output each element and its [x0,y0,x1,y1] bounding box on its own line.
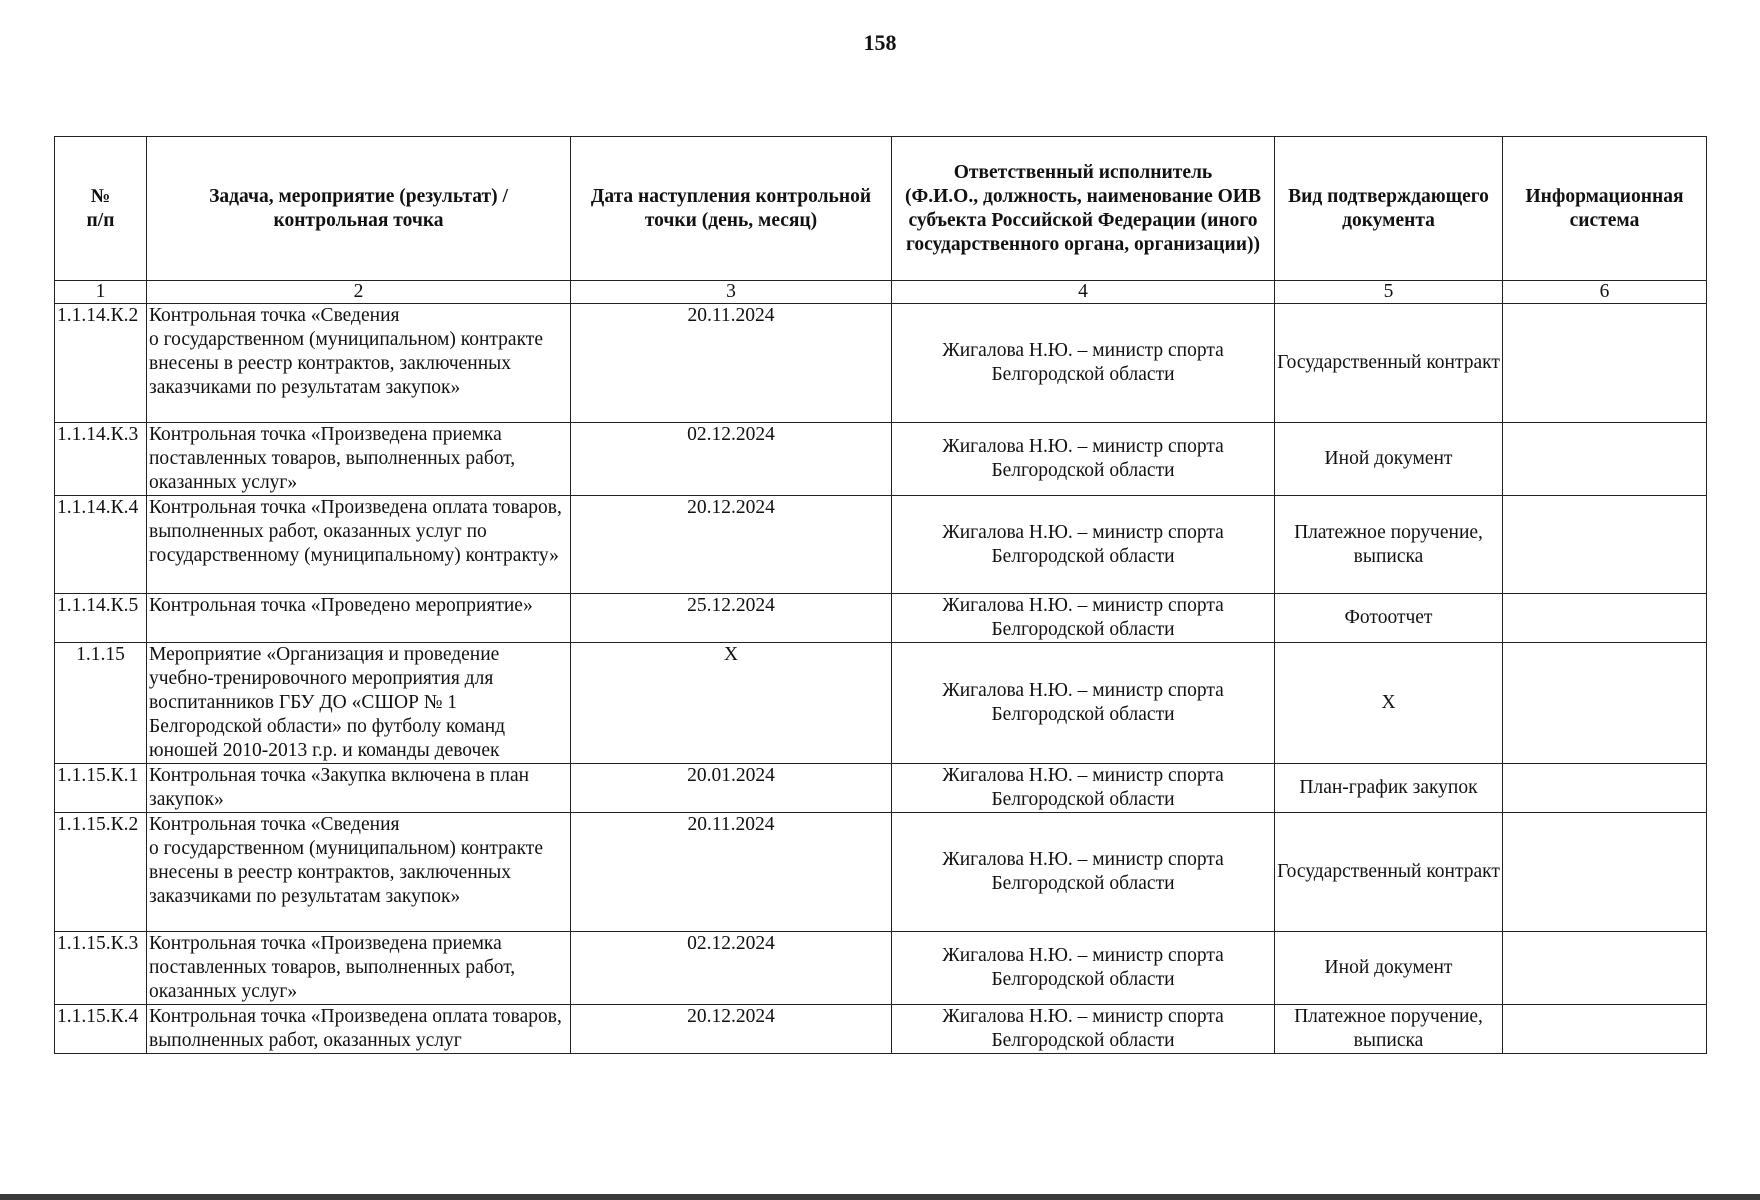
row-executor: Жигалова Н.Ю. – министр спорта Белгородской области [892,1005,1275,1054]
row-number: 1.1.15 [55,643,147,764]
row-number: 1.1.15.К.4 [55,1005,147,1054]
header-information-system: Информационная система [1503,137,1707,281]
row-information-system [1503,496,1707,594]
row-task: Контрольная точка «Проведено мероприятие» [147,594,571,643]
table-row [55,423,1707,496]
row-number: 1.1.14.К.3 [55,423,147,496]
scan-edge-shadow [0,1194,1760,1200]
row-task: Контрольная точка «Сведения о государственном (муниципальном) контракте внесены в реестр контрактов, заключенных заказчиками по результатам закупок» [147,813,571,932]
row-task: Контрольная точка «Произведена оплата товаров, выполненных работ, оказанных услуг [147,1005,571,1054]
column-number-row [55,281,1707,304]
table-row [55,1005,1707,1054]
row-executor: Жигалова Н.Ю. – министр спорта Белгородской области [892,496,1275,594]
row-date: 20.11.2024 [571,304,892,423]
row-date: Х [571,643,892,764]
row-task: Контрольная точка «Закупка включена в план закупок» [147,764,571,813]
row-information-system [1503,932,1707,1005]
row-executor: Жигалова Н.Ю. – министр спорта Белгородской области [892,304,1275,423]
column-number: 4 [892,281,1275,304]
row-information-system [1503,1005,1707,1054]
header-document: Вид подтверждающего документа [1275,137,1503,281]
row-date: 20.01.2024 [571,764,892,813]
row-document: План-график закупок [1275,764,1503,813]
row-information-system [1503,594,1707,643]
row-document: Иной документ [1275,423,1503,496]
column-number: 3 [571,281,892,304]
header-row [55,137,1707,281]
row-document: Государственный контракт [1275,304,1503,423]
column-number: 2 [147,281,571,304]
table-row [55,932,1707,1005]
table-row [55,496,1707,594]
row-document: Иной документ [1275,932,1503,1005]
header-date: Дата наступления контрольной точки (день, месяц) [571,137,892,281]
row-executor: Жигалова Н.Ю. – министр спорта Белгородской области [892,423,1275,496]
header-task: Задача, мероприятие (результат) / контрольная точка [147,137,571,281]
row-executor: Жигалова Н.Ю. – министр спорта Белгородской области [892,643,1275,764]
row-date: 02.12.2024 [571,932,892,1005]
row-information-system [1503,813,1707,932]
table-row [55,764,1707,813]
row-date: 25.12.2024 [571,594,892,643]
row-date: 20.12.2024 [571,496,892,594]
row-executor: Жигалова Н.Ю. – министр спорта Белгородской области [892,813,1275,932]
row-executor: Жигалова Н.Ю. – министр спорта Белгородской области [892,594,1275,643]
row-task: Контрольная точка «Произведена приемка поставленных товаров, выполненных работ, оказанных услуг» [147,932,571,1005]
table-row [55,594,1707,643]
row-number: 1.1.14.К.5 [55,594,147,643]
column-number: 5 [1275,281,1503,304]
row-number: 1.1.15.К.3 [55,932,147,1005]
control-points-table [54,136,1707,1054]
row-number: 1.1.15.К.2 [55,813,147,932]
row-document: Платежное поручение, выписка [1275,1005,1503,1054]
row-document: Х [1275,643,1503,764]
header-number: № п/п [55,137,147,281]
row-task: Контрольная точка «Произведена оплата товаров, выполненных работ, оказанных услуг по государственному (муниципальному) контракту» [147,496,571,594]
table-row [55,304,1707,423]
row-executor: Жигалова Н.Ю. – министр спорта Белгородской области [892,764,1275,813]
table-row [55,813,1707,932]
row-document: Государственный контракт [1275,813,1503,932]
row-number: 1.1.15.К.1 [55,764,147,813]
row-information-system [1503,643,1707,764]
row-document: Фотоотчет [1275,594,1503,643]
page-number: 158 [863,30,897,55]
row-task: Мероприятие «Организация и проведение учебно-тренировочного мероприятия для воспитанников ГБУ ДО «СШОР № 1 Белгородской области» по футболу команд юношей 2010-2013 г.р. и команды девочек [147,643,571,764]
column-number: 6 [1503,281,1707,304]
row-task: Контрольная точка «Сведения о государственном (муниципальном) контракте внесены в реестр контрактов, заключенных заказчиками по результатам закупок» [147,304,571,423]
row-number: 1.1.14.К.4 [55,496,147,594]
header-executor: Ответственный исполнитель (Ф.И.О., должность, наименование ОИВ субъекта Российской Федерации (иного государственного органа, организации)) [892,137,1275,281]
row-executor: Жигалова Н.Ю. – министр спорта Белгородской области [892,932,1275,1005]
row-document: Платежное поручение, выписка [1275,496,1503,594]
row-information-system [1503,423,1707,496]
row-number: 1.1.14.К.2 [55,304,147,423]
row-task: Контрольная точка «Произведена приемка поставленных товаров, выполненных работ, оказанных услуг» [147,423,571,496]
column-number: 1 [55,281,147,304]
row-information-system [1503,304,1707,423]
row-date: 02.12.2024 [571,423,892,496]
row-date: 20.12.2024 [571,1005,892,1054]
table-row [55,643,1707,764]
row-date: 20.11.2024 [571,813,892,932]
row-information-system [1503,764,1707,813]
